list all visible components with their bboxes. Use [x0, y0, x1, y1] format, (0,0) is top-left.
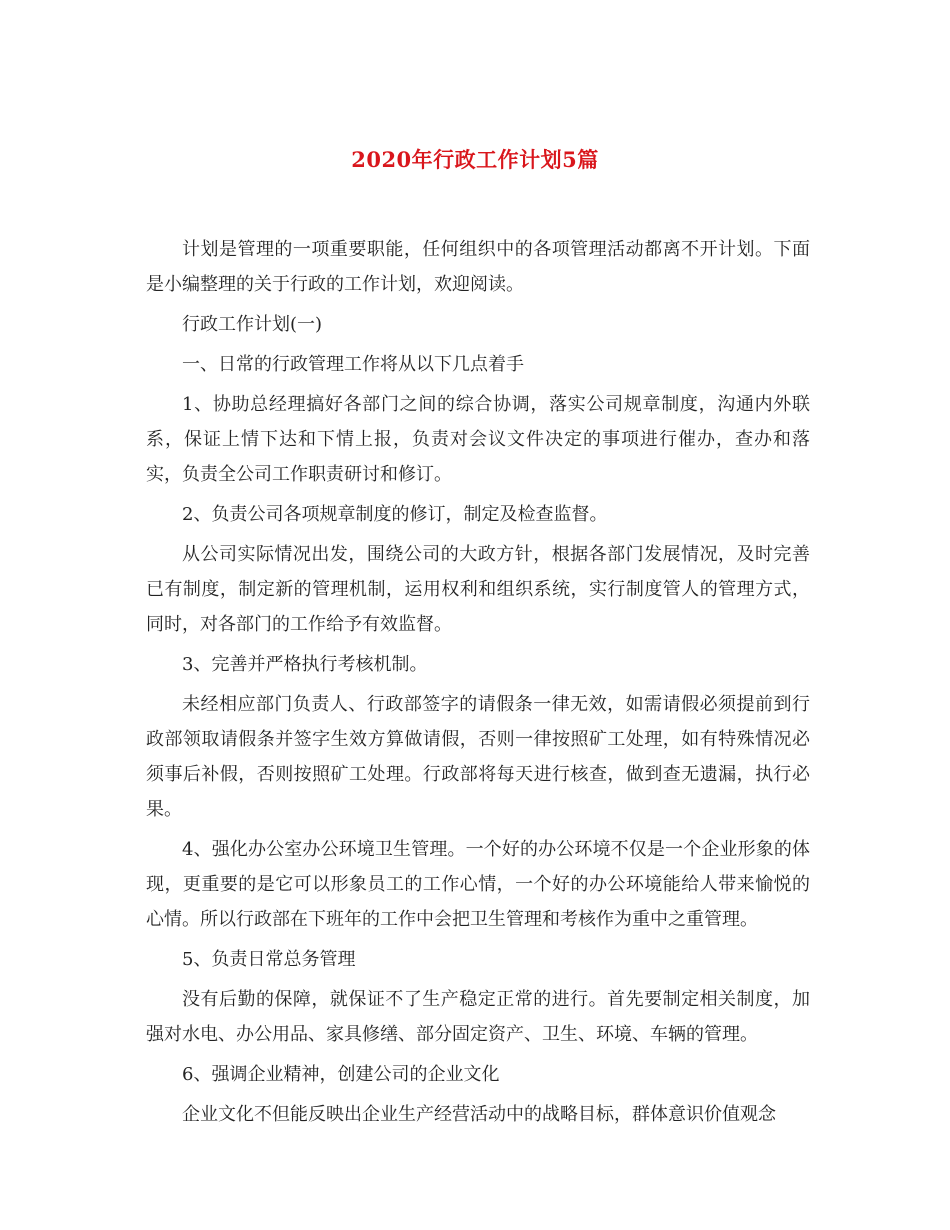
- paragraph-item-3: 3、完善并严格执行考核机制。: [182, 654, 428, 675]
- paragraph-item-2: 2、负责公司各项规章制度的修订，制定及检查监督。: [182, 504, 608, 525]
- document-body: [146, 232, 810, 1137]
- paragraph-section-heading: 行政工作计划(一): [182, 314, 323, 335]
- paragraph-item-5: 5、负责日常总务管理: [182, 949, 356, 970]
- paragraph-subheading: 一、日常的行政管理工作将从以下几点着手: [182, 354, 524, 375]
- paragraph-item-5-detail: 没有后勤的保障，就保证不了生产稳定正常的进行。首先要制定相关制度，加强对水电、办公用品、家具修缮、部分固定资产、卫生、环境、车辆的管理。: [146, 989, 810, 1045]
- paragraph-item-6: 6、强调企业精神，创建公司的企业文化: [182, 1064, 500, 1085]
- document-title: 2020年行政工作计划5篇: [351, 147, 599, 172]
- paragraph-item-6-detail: 企业文化不但能反映出企业生产经营活动中的战略目标，群体意识价值观念: [182, 1104, 776, 1125]
- paragraph-item-2-detail: 从公司实际情况出发，围绕公司的大政方针，根据各部门发展情况，及时完善已有制度，制定新的管理机制，运用权利和组织系统，实行制度管人的管理方式，同时，对各部门的工作给予有效监督。: [146, 544, 810, 635]
- paragraph-item-1: 1、协助总经理搞好各部门之间的综合协调，落实公司规章制度，沟通内外联系，保证上情下达和下情上报，负责对会议文件决定的事项进行催办，查办和落实，负责全公司工作职责研讨和修订。: [146, 394, 810, 485]
- paragraph-item-4: 4、强化办公室办公环境卫生管理。一个好的办公环境不仅是一个企业形象的体现，更重要的是它可以形象员工的工作心情，一个好的办公环境能给人带来愉悦的心情。所以行政部在下班年的工作中会把卫生管理和考核作为重中之重管理。: [146, 839, 810, 930]
- paragraph-intro: 计划是管理的一项重要职能，任何组织中的各项管理活动都离不开计划。下面是小编整理的关于行政的工作计划，欢迎阅读。: [146, 239, 810, 295]
- paragraph-item-3-detail: 未经相应部门负责人、行政部签字的请假条一律无效，如需请假必须提前到行政部领取请假条并签字生效方算做请假，否则一律按照矿工处理，如有特殊情况必须事后补假，否则按照矿工处理。行政部将每天进行核查，做到查无遗漏，执行必果。: [146, 694, 810, 820]
